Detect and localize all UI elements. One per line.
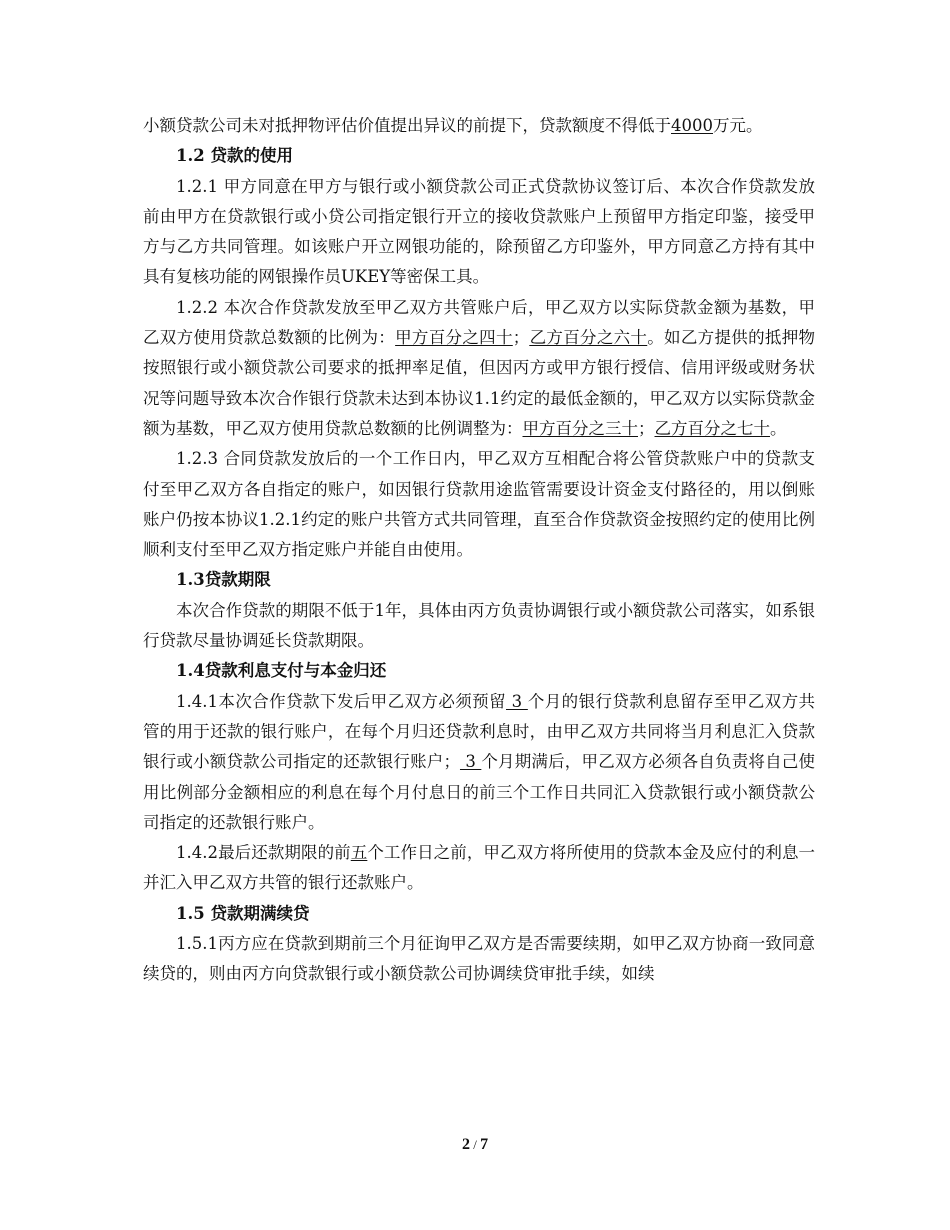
clause-1-2-2 — [143, 293, 815, 444]
document-body — [143, 111, 815, 990]
underlined-months: 3 — [506, 691, 528, 711]
current-page-number: 2 — [461, 1136, 470, 1153]
text-span: ； — [638, 418, 655, 438]
section-heading-1-3: 1.3贷款期限 — [176, 570, 271, 590]
text-span: 个月期满后，甲乙双方必须各自负责将自己使用比例部分金额相应的利息在每个月付息日的前三个工作日共同汇入贷款银行或小额贷款公司指定的还款银行账户。 — [143, 752, 815, 832]
text-span: 万元。 — [713, 116, 763, 135]
clause-1-3: 本次合作贷款的期限不低于1年，具体由丙方负责协调银行或小额贷款公司落实，如系银行贷款尽量协调延长贷款期限。 — [143, 600, 815, 651]
text-span: 1.4.1本次合作贷款下发后甲乙双方必须预留 — [176, 691, 506, 711]
text-span: 。如乙方提供的抵押物按照银行或小额贷款公司要求的抵押率足值，但因丙方或甲方银行授信、信用评级或财务状况等问题导致本次合作银行贷款未达到本协议1.1约定的最低金额的，甲乙双方以实际贷款金额为基数，甲乙双方使用贷款总数额的比例调整为： — [143, 328, 816, 438]
underlined-months: 3 — [459, 752, 482, 772]
text-span: 1.2.2 本次合作贷款发放至甲乙双方共管账户后，甲乙双方以实际贷款金额为基数，甲乙双方使用贷款总数额的比例为： — [143, 297, 815, 348]
clause-1-4-1 — [143, 687, 815, 838]
underlined-amount: 4000 — [671, 116, 713, 135]
underlined-ratio: 甲方百分之三十 — [522, 418, 638, 438]
text-span: 小额贷款公司未对抵押物评估价值提出异议的前提下，贷款额度不得低于 — [143, 116, 671, 135]
clause-1-4-2 — [143, 838, 815, 899]
section-heading-1-5: 1.5 贷款期满续贷 — [176, 903, 310, 923]
text-span: 。 — [770, 418, 787, 438]
section-heading-1-4: 1.4贷款利息支付与本金归还 — [176, 661, 387, 681]
text-span: 1.4.2最后还款期限的前 — [176, 843, 351, 863]
clause-1-5-1: 1.5.1丙方应在贷款到期前三个月征询甲乙双方是否需要续期，如甲乙双方协商一致同意续贷的，则由丙方向贷款银行或小额贷款公司协调续贷审批手续，如续 — [143, 934, 815, 984]
clause-1-2-1: 1.2.1 甲方同意在甲方与银行或小额贷款公司正式贷款协议签订后、本次合作贷款发放前由甲方在贷款银行或小贷公司指定银行开立的接收贷款账户上预留甲方指定印鉴，接受甲方与乙方共同管理。如该账户开立网银功能的，除预留乙方印鉴外，甲方同意乙方持有其中具有复核功能的网银操作员UKEY等密保工具。 — [143, 176, 815, 287]
underlined-ratio: 乙方百分之六十 — [529, 328, 648, 348]
text-span: 个工作日之前，甲乙双方将所使用的贷款本金及应付的利息一并汇入甲乙双方共管的银行还款账户。 — [143, 843, 816, 893]
section-heading-1-2: 1.2 贷款的使用 — [176, 146, 293, 166]
clause-1-2-3: 1.2.3 合同贷款发放后的一个工作日内，甲乙双方互相配合将公管贷款账户中的贷款支付至甲乙双方各自指定的账户，如因银行贷款用途监管需要设计资金支付路径的，用以倒账账户仍按本协议1.2.1约定的账户共管方式共同管理，直至合作贷款资金按照约定的使用比例顺利支付至甲乙双方指定账户并能自由使用。 — [143, 449, 815, 560]
page-separator: / — [469, 1137, 481, 1152]
total-pages: 7 — [480, 1136, 489, 1153]
underlined-days: 五 — [350, 843, 368, 863]
underlined-ratio: 乙方百分之七十 — [654, 418, 770, 438]
text-span: 个月的银行贷款利息留存至甲乙双方共管的用于还款的银行账户，在每个月归还贷款利息时，由甲乙双方共同将当月利息汇入贷款银行或小额贷款公司指定的还款银行账户； — [143, 691, 816, 772]
text-span: ； — [512, 328, 530, 348]
page-number-footer — [0, 1136, 950, 1154]
paragraph-intro — [143, 111, 815, 141]
underlined-ratio: 甲方百分之四十 — [395, 328, 513, 348]
